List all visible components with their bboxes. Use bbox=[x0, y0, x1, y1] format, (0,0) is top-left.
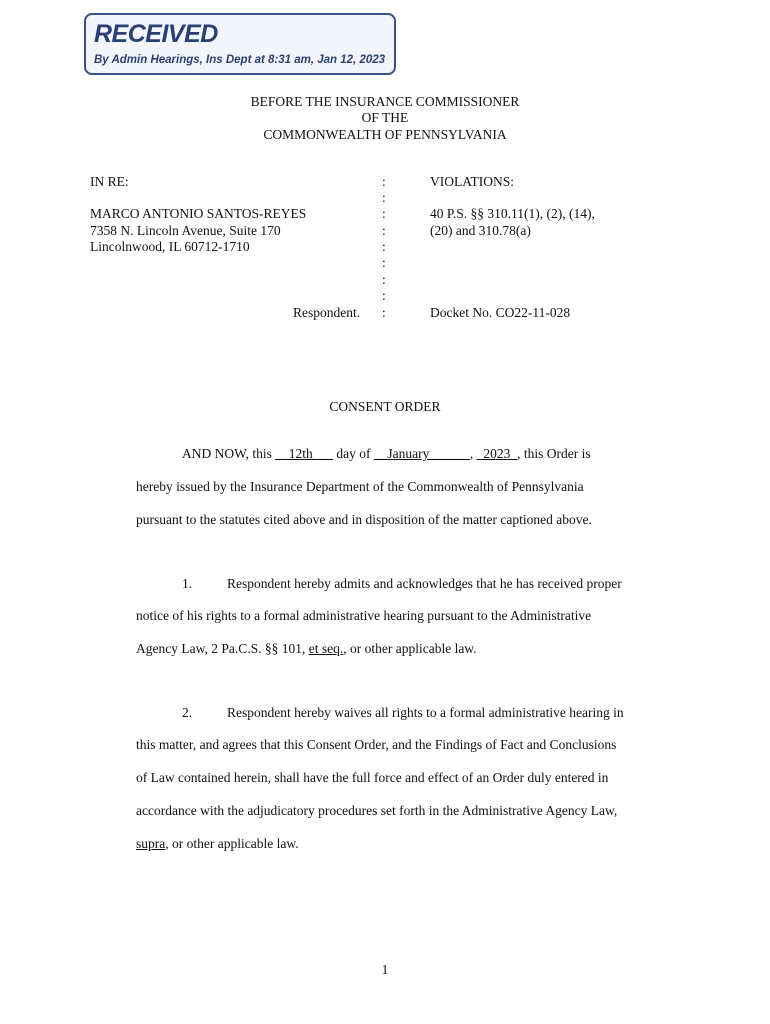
para-1-line-1: Respondent hereby admits and acknowledges that he has received proper bbox=[227, 576, 622, 591]
para-1-number: 1. bbox=[182, 576, 193, 591]
para-1-line-3 bbox=[136, 641, 477, 657]
stamp-title: RECEIVED bbox=[94, 20, 218, 48]
respondent-address-2: Lincolnwood, IL 60712-1710 bbox=[90, 239, 250, 254]
caption-colon: : bbox=[382, 239, 386, 254]
para-2-line-5 bbox=[136, 836, 299, 852]
intro-suffix: , this Order is bbox=[517, 446, 591, 461]
heading-line-3: COMMONWEALTH OF PENNSYLVANIA bbox=[263, 127, 507, 142]
intro-line-3: pursuant to the statutes cited above and in disposition of the matter captioned above. bbox=[136, 512, 592, 527]
intro-prefix: AND NOW, this bbox=[182, 446, 272, 461]
para-2-line-4: accordance with the adjudicatory procedures set forth in the Administrative Agency Law, bbox=[136, 803, 618, 818]
intro-day-of: day of bbox=[336, 446, 371, 461]
caption-colon: : bbox=[382, 223, 386, 238]
day-blank: __12th___ bbox=[275, 446, 334, 461]
in-re-label: IN RE: bbox=[90, 174, 129, 189]
caption-colon: : bbox=[382, 255, 386, 270]
para-1-line-3-prefix: Agency Law, 2 Pa.C.S. §§ 101, bbox=[136, 641, 306, 656]
year-blank: _2023_ bbox=[476, 446, 518, 461]
supra: supra bbox=[136, 836, 166, 851]
caption-colon: : bbox=[382, 206, 386, 221]
received-stamp bbox=[84, 13, 396, 75]
month-blank: __January______ bbox=[373, 446, 470, 461]
respondent-name: MARCO ANTONIO SANTOS-REYES bbox=[90, 206, 307, 221]
caption-colon: : bbox=[382, 272, 386, 287]
para-2-number: 2. bbox=[182, 705, 193, 720]
respondent-address-1: 7358 N. Lincoln Avenue, Suite 170 bbox=[90, 223, 281, 238]
violations-line-1: 40 P.S. §§ 310.11(1), (2), (14), bbox=[430, 206, 595, 221]
caption-colon: : bbox=[382, 288, 386, 303]
intro-comma: , bbox=[469, 446, 474, 461]
para-1-line-3-suffix: , or other applicable law. bbox=[343, 641, 477, 656]
intro-line-1 bbox=[182, 446, 591, 462]
caption-colon: : bbox=[382, 174, 386, 189]
stamp-subtitle: By Admin Hearings, Ins Dept at 8:31 am, Jan 12, 2023 bbox=[94, 54, 386, 66]
order-title: CONSENT ORDER bbox=[329, 399, 441, 414]
violations-line-2: (20) and 310.78(a) bbox=[430, 223, 531, 238]
caption-colon: : bbox=[382, 190, 386, 205]
heading-line-1: BEFORE THE INSURANCE COMMISSIONER bbox=[250, 94, 520, 109]
et-seq: et seq. bbox=[308, 641, 344, 656]
page-number: 1 bbox=[381, 962, 389, 977]
para-2-line-1: Respondent hereby waives all rights to a formal administrative hearing in bbox=[227, 705, 624, 720]
docket-number: Docket No. CO22-11-028 bbox=[430, 305, 571, 320]
para-2-line-5-suffix: , or other applicable law. bbox=[165, 836, 299, 851]
violations-label: VIOLATIONS: bbox=[430, 174, 514, 189]
heading-line-2: OF THE bbox=[361, 110, 409, 125]
intro-line-2: hereby issued by the Insurance Department of the Commonwealth of Pennsylvania bbox=[136, 479, 584, 494]
para-2-line-3: of Law contained herein, shall have the full force and effect of an Order duly entered in bbox=[136, 770, 609, 785]
para-2-line-2: this matter, and agrees that this Consent Order, and the Findings of Fact and Conclusions bbox=[136, 737, 617, 752]
para-1-line-2: notice of his rights to a formal administrative hearing pursuant to the Administrative bbox=[136, 608, 592, 623]
caption-colon: : bbox=[382, 305, 386, 320]
respondent-label: Respondent. bbox=[293, 305, 361, 320]
